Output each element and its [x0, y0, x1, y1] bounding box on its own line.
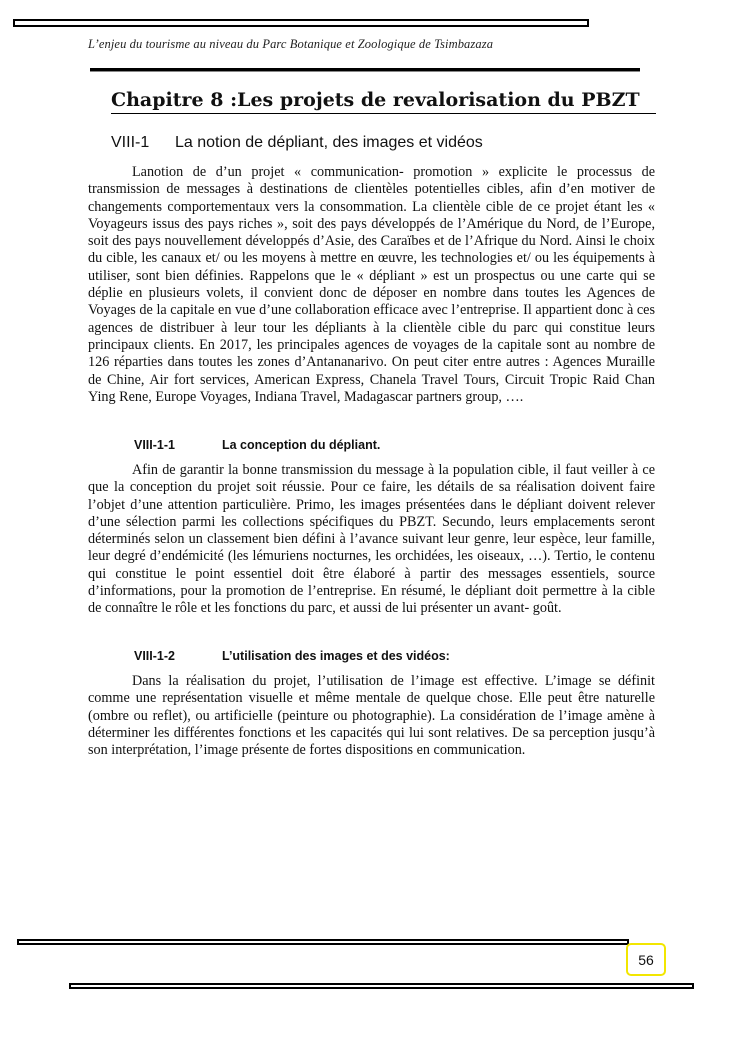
page-number: 56 — [638, 951, 654, 968]
subsection-title: L’utilisation des images et des vidéos: — [222, 649, 450, 663]
subsection-number: VIII-1-2 — [134, 649, 175, 663]
section-heading — [111, 134, 483, 152]
subsection-paragraph-2: Dans la réalisation du projet, l’utilisation de l’image est effective. L’image se définit comme une représentation visuelle et même mentale de quelque chose. Elle peut être naturelle (ombre ou reflet), ou artificielle (peinture ou photographie). La considération de l’image amène à déterminer les différentes fonctions et les capacités qui lui sont relatives. De sa perception jusqu’à son interprétation, l’image présente de fortes dispositions en communication. — [88, 673, 655, 759]
footer-rule-lower — [69, 983, 694, 989]
subsection-paragraph-1: Afin de garantir la bonne transmission du message à la population cible, il faut veiller à ce que la conception du projet soit réussie. Pour ce faire, les détails de sa réalisation doivent faire l’objet d’une attention particulière. Primo, les images présentées dans le dépliant doivent relever d’une sélection parmi les collections spécifiques du PBZT. Secundo, leurs emplacements seront déterminés selon un classement bien défini à l’avance suivant leur genre, leur espèce, leur famille, leur degré d’endémicité (les lémuriens nocturnes, les orchidées, les oiseaux, …). Tertio, le contenu qui constitue le point essentiel doit être élaboré à partir des messages essentiels, source d’informations, pour la promotion de l’entreprise. En résumé, le dépliant doit permettre à la cible de connaître le rôle et les fonctions du parc, et aussi de lui présenter un avant- goût. — [88, 462, 655, 617]
subsection-number: VIII-1-1 — [134, 438, 175, 452]
subsection-heading-2 — [134, 649, 450, 663]
header-rule — [90, 68, 640, 71]
section-title: La notion de dépliant, des images et vidéos — [175, 134, 483, 151]
subsection-heading-1 — [134, 438, 380, 452]
running-header: L’enjeu du tourisme au niveau du Parc Botanique et Zoologique de Tsimbazaza — [88, 37, 494, 51]
subsection-title: La conception du dépliant. — [222, 438, 381, 452]
footer-rule-upper — [17, 939, 629, 945]
chapter-title: Chapitre 8 :Les projets de revalorisation du PBZT — [111, 89, 656, 114]
section-number: VIII-1 — [111, 134, 150, 151]
header-frame-border — [13, 19, 589, 27]
page-number-badge — [626, 943, 666, 976]
section-paragraph: Lanotion de d’un projet « communication- promotion » explicite le processus de transmission de messages à destinations de clientèles potentielles cibles, afin d’en motiver de changements comportementaux vers la consommation. La clientèle cible de ce projet étant les « Voyageurs issus des pays riches », soit des pays développés de l’Amérique du Nord, de l’Europe, soit des pays nouvellement développés d’Asie, des Caraïbes et de l’Afrique du Nord. Ainsi le choix du cible, les canaux et/ ou les moyens à mettre en œuvre, les technologies et/ ou les équipements à utiliser, sont bien définies. Rappelons que le « dépliant » est un prospectus ou une carte qui se déplie en plusieurs volets, il convient donc de déposer en nombre dans toutes les Agences de Voyages de la capitale en vue d’une collaboration efficace avec l’entreprise. Il appartient donc à ces agences de distribuer à leur tour les dépliants à la clientèle cible du parc qui constitue leurs principaux clients. En 2017, les principales agences de voyages de la capitale sont au nombre de 126 réparties dans toutes les zones d’Antananarivo. On peut citer entre autres : Agences Muraille de Chine, Air fort services, American Express, Chanela Travel Tours, Circuit Tropic Raid Chan Ying Rene, Europe Voyages, Indiana Travel, Madagascar partners group, …. — [88, 164, 655, 405]
